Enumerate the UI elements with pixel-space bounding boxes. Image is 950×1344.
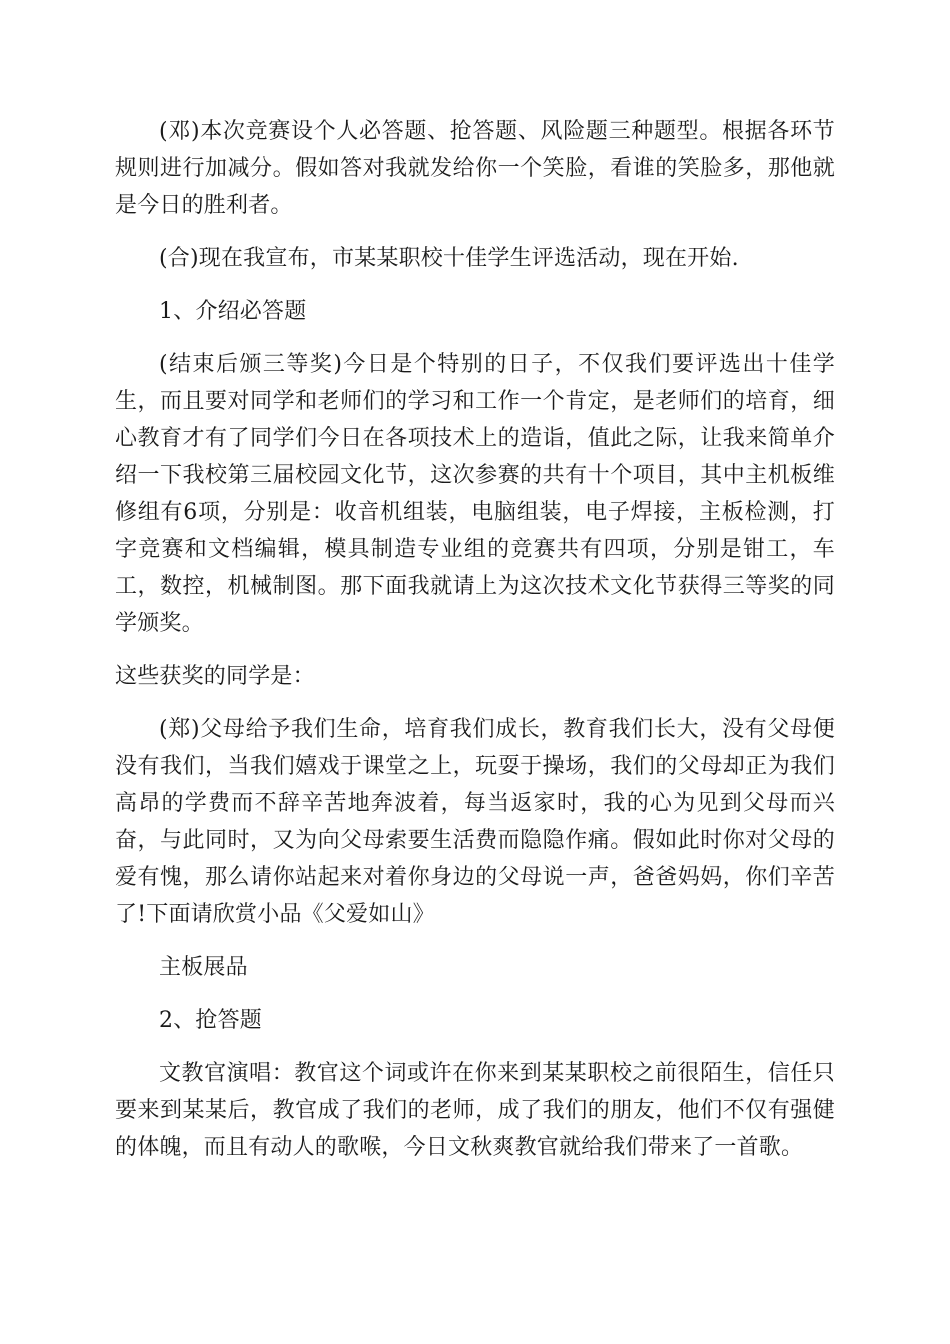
paragraph-rules: (邓)本次竞赛设个人必答题、抢答题、风险题三种题型。根据各环节规则进行加减分。假如答对我就发给你一个笑脸，看谁的笑脸多，那他就是今日的胜利者。 bbox=[115, 119, 835, 218]
paragraph-parents: (郑)父母给予我们生命，培育我们成长，教育我们长大，没有父母便没有我们，当我们嬉戏于课堂之上，玩耍于操场，我们的父母却正为我们高昂的学费而不辞辛苦地奔波着，每当返家时，我的心为见到父母而兴奋，与此同时，又为向父母索要生活费而隐隐作痛。假如此时你对父母的爱有愧，那么请你站起来对着你身边的父母说一声，爸爸妈妈，你们辛苦了!下面请欣赏小品《父爱如山》 bbox=[115, 717, 835, 927]
paragraph-section-2-heading: 2、抢答题 bbox=[159, 1008, 262, 1033]
paragraph-announcement: (合)现在我宣布，市某某职校十佳学生评选活动，现在开始. bbox=[159, 246, 739, 271]
document-body bbox=[115, 113, 835, 1182]
paragraph-winners-intro: 这些获奖的同学是： bbox=[115, 664, 315, 689]
paragraph-instructor-song: 文教官演唱：教官这个词或许在你来到某某职校之前很陌生，信任只要来到某某后，教官成了我们的老师，成了我们的朋友，他们不仅有强健的体魄，而且有动人的歌喉，今日文秋爽教官就给我们带来了一首歌。 bbox=[115, 1061, 835, 1160]
paragraph-third-prize: (结束后颁三等奖)今日是个特别的日子，不仅我们要评选出十佳学生，而且要对同学和老师们的学习和工作一个肯定，是老师们的培育，细心教育才有了同学们今日在各项技术上的造诣，值此之际，让我来简单介绍一下我校第三届校园文化节，这次参赛的共有十个项目，其中主机板维修组有6项，分别是：收音机组装，电脑组装，电子焊接，主板检测，打字竞赛和文档编辑，模具制造专业组的竞赛共有四项，分别是钳工，车工，数控，机械制图。那下面我就请上为这次技术文化节获得三等奖的同学颁奖。 bbox=[115, 352, 835, 636]
paragraph-section-1-heading: 1、介绍必答题 bbox=[159, 299, 307, 324]
paragraph-motherboard-exhibit: 主板展品 bbox=[159, 955, 248, 980]
